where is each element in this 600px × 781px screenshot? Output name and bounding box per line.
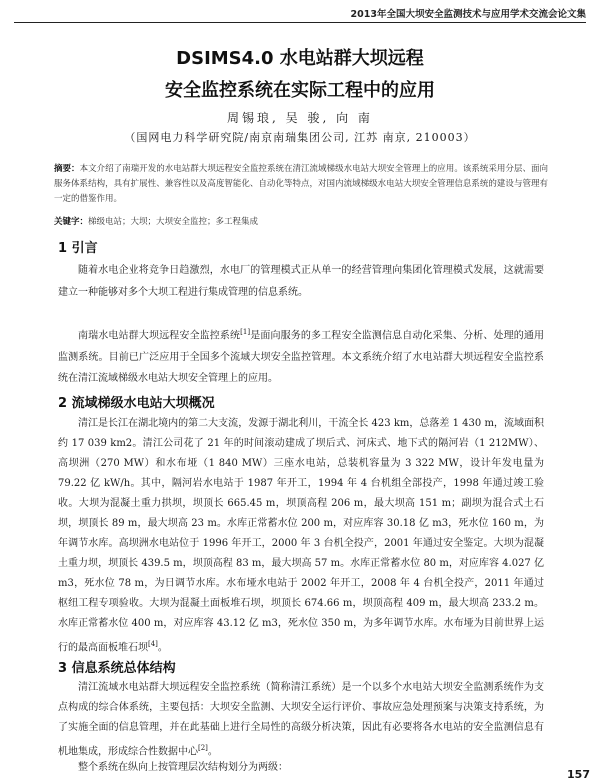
section-1-paragraph-1: 随着水电企业将竞争日趋激烈，水电厂的管理模式正从单一的经营管理向集团化管理模式发展，这就需要建立一种能够对多个大坝工程进行集成管理的信息系统。 — [58, 265, 544, 298]
abstract-label: 摘要： — [54, 164, 80, 174]
affiliation: （国网电力科学研究院/南京南瑞集团公司, 江苏 南京, 210003） — [124, 131, 476, 144]
paper-title-line-2: 安全监控系统在实际工程中的应用 — [165, 80, 435, 101]
page-number: 157 — [567, 768, 590, 781]
paper-title-line-1: DSIMS4.0 水电站群大坝远程 — [176, 48, 424, 69]
section-2-paragraph-1-text: 清江是长江在湖北境内的第二大支流，发源于湖北利川，干流全长 423 km，总落差 1 430 m，流域面积约 17 039 km2。清江公司花了 21 年的时间滚动建成了坝后式、河床式、地下式的隔河岩（1 212MW）、高坝洲（270 MW）和水布垭（1 840 MW）三座水电站，总装机容量为 3 322 MW，设计年发电量为 79.22 亿 kW/h。其中，隔河岩水电站于 1987 年开工，1994 年 4 台机组全部投产，1998 年通过竣工验收。大坝为混凝土重力拱坝，坝顶长 665.45 m，坝顶高程 206 m，最大坝高 151 m；副坝为混合式土石坝，坝顶长 89 m，最大坝高 23 m。水库正常蓄水位 200 m，对应库容 30.18 亿 m3，死水位 160 m，为年调节水库。高坝洲水电站位于 1996 年开工，2000 年 3 台机全投产，2001 年通过安全鉴定。大坝为混凝土重力坝，坝顶长 439.5 m，坝顶高程 83 m，最大坝高 57 m。水库正常蓄水位 80 m，对应库容 4.027 亿 m3，死水位 78 m，为日调节水库。水布垭水电站于 2002 年开工，2008 年 4 台机全投产，2011 年通过枢纽工程专项验收。大坝为混凝土面板堆石坝，坝顶长 674.66 m，坝顶高程 409 m，最大坝高 233.2 m。水库正常蓄水位 400 m，对应库容 43.12 亿 m3，死水位 350 m，为多年调节水库。水布垭为目前世界上运行的最高面板堆石坝 — [58, 418, 544, 654]
section-3-paragraph-1-end: 。 — [207, 746, 218, 758]
section-2-paragraph-1-end: 。 — [157, 642, 168, 654]
abstract — [54, 162, 548, 207]
running-header: 2013年全国大坝安全监测技术与应用学术交流会论文集 — [350, 9, 586, 20]
section-3-paragraph-1-text: 清江流域水电站群大坝远程安全监控系统（简称清江系统）是一个以多个水电站大坝安全监测系统作为支点构成的综合体系统，主要包括：大坝安全监测、大坝安全运行评价、事故应急处理预案与决策支持系统，为了实施全面的信息管理，并在此基础上进行全局性的高级分析决策，因此有必要将各水电站的安全监测信息有机地集成，形成综合性数据中心 — [58, 682, 544, 758]
keywords-text: 梯级电站；大坝；大坝安全监控；多工程集成 — [88, 217, 259, 227]
section-1-paragraph-2-b: 是面向服务的多工程安全监测信息自动化采集、分析、处理的通用监测系统。目前已广泛应用于全国多个流域大坝安全监控管理。本文系统介绍了水电站群大坝远程安全监控系统在清江流域梯级水电站大坝安全管理上的应用。 — [58, 330, 545, 385]
section-3-paragraph-1 — [58, 678, 544, 762]
section-1-paragraph-2 — [58, 322, 544, 390]
citation-2: [2] — [198, 744, 208, 752]
abstract-text: 本文介绍了南瑞开发的水电站群大坝远程安全监控系统在清江流域梯级水电站大坝安全管理上的应用。该系统采用分层、面向服务体系结构，具有扩展性、兼容性以及高度智能化、自动化等特点，对国内流域梯级水电站大坝安全管理信息系统的建设与管理有一定的借鉴作用。 — [54, 164, 548, 204]
section-heading-1: 1 引言 — [58, 241, 98, 256]
authors: 周锡琅, 吴 骏, 向 南 — [227, 111, 373, 125]
section-3-paragraph-2: 整个系统在纵向上按管理层次结构划分为两级： — [78, 762, 288, 773]
keywords-label: 关键字： — [54, 217, 89, 227]
header-rule — [14, 22, 586, 23]
citation-1: [1] — [240, 328, 251, 336]
section-heading-3: 3 信息系统总体结构 — [58, 661, 176, 676]
citation-4: [4] — [148, 640, 158, 648]
section-heading-2: 2 流域梯级水电站大坝概况 — [58, 396, 215, 411]
section-2-paragraph-1 — [58, 414, 544, 658]
section-1-paragraph-2-a: 南瑞水电站群大坝远程安全监控系统 — [78, 330, 241, 342]
keywords — [54, 215, 548, 227]
